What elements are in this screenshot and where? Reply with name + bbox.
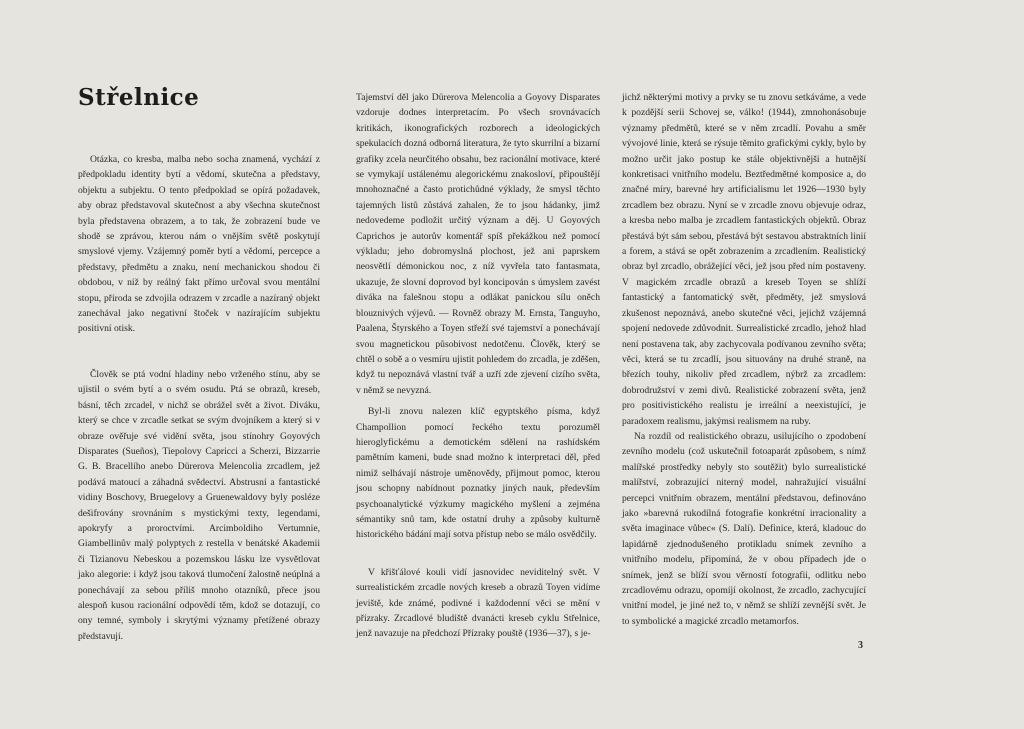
paragraph: Byl-li znovu nalezen klíč egyptského písma, když Champollion pomocí řeckého textu porozuměl hieroglyfickému a demotickém sdělení na rashídském pamětním kameni, bude snad možno k interpretaci děl, před nimiž selhávají nástroje uměnovědy, přijmout pomoc, kterou jsou schopny nabídnout poznatky jiných nauk, především psychoanalytické výzkumy magického myšlení a zejména sémantiky snů tam, kde ostatní druhy a způsoby kulturně historického bádání mají sotva přístup nebo se málo osvědčily. xyxy=(356,406,600,541)
paragraph: Na rozdíl od realistického obrazu, usilujícího o zpodobení zevního modelu (což uskutečnil fotoaparát způsobem, s nímž malířské prostředky nebyly sto soutěžit) bylo surrealistické malířství, zobrazující niterný model, nahražující visuální percepci vnitřním obrazem, mentální představou, definováno jako »barevná rukodílná fotografie konkrétní irracionality a světa imaginace vůbec« (S. Dalí). Definice, která, kladouc do lapidárně zjednodušeného protikladu snímek zevního a vnitřního modelu, připomíná, že v obou případech jde o snímek, jenž se blíží svou věrností fotografii, odlitku nebo zrcadlovému odrazu, opomíjí okolnost, že zrcadlo, zachycující vnitřní model, je jiné než to, v němž se shlíží zevnější svět. Je to symbolické a magické zrcadlo metamorfos. xyxy=(622,430,866,627)
text-column-1 xyxy=(78,152,320,644)
paragraph: Člověk se ptá vodní hladiny nebo vrženého stínu, aby se ujistil o svém bytí a o svém osudu. Ptá se obrazů, kreseb, básní, těch zrcadel, v nichž se obrážel svět a život. Diváku, který se chce v zrcadle setkat se svým dvojníkem a který si v obraze ověřuje své vidění světa, jsou stínohry Goyových Disparates (Sueños), Tiepolovy Capricci a Scherzi, Bizzarrie G. B. Bracellího anebo Dürerova Melencolia zrcadlem, jež podává matoucí a záhadná svědectví. Abstrusní a fantastické vidiny Boschovy, Bruegelovy a Gruenewaldovy byly posléze dešifrovány srovnáním s mystickými texty, legendami, apokryfy a proroctvími. Arcimboldiho Vertumnie, Giambellinův malý polyptych z restella v benátské Akademii či Tizianovu Nebeskou a pozemskou lásku lze vysvětlovat jako alegorie: i když jsou taková tlumočení žalostně neúplná a ponechávají za sebou příliš mnoho otazníků, přece jsou alespoň kusou racionální odpovědí těm, kdož se dotazují, co ony temné, symboly i skrytými významy přetížené obrazy představují. xyxy=(78,368,320,642)
page-number: 3 xyxy=(858,640,863,651)
page-title: Střelnice xyxy=(78,84,200,111)
text-column-2 xyxy=(356,90,600,642)
text-column-3 xyxy=(622,90,866,629)
paragraph: Otázka, co kresba, malba nebo socha znamená, vychází z předpokladu identity bytí a vědomí, skutečna a představy, objektu a subjektu. O tento předpoklad se opírá požadavek, aby obraz představoval skutečnost a aby všechna skutečnost byla představena obrazem, a to tak, že zobrazení bude ve shodě se zprávou, kterou nám o vnějším světě poskytují smyslové vjemy. Vzájemný poměr bytí a vědomí, percepce a představy, předmětu a znaku, není mechanickou shodou či obdobou, v níž by reálný fakt přímo určoval svou mentální stopu, příroda se zdvojila odrazem v zrcadle a nazíraný objekt zanechával jako negativní štoček v nazírajícím subjektu positivní otisk. xyxy=(78,154,320,335)
paragraph: Tajemství děl jako Dürerova Melencolia a Goyovy Disparates vzdoruje dodnes interpretacím. Po všech srovnávacích kritikách, ikonografických rozborech a ideologických spekulacích dozná odborná literatura, že tyto skurrilní a bizarní grafiky zcela neurčitého obsahu, bez racionální motivace, které se vymykají ustálenému alegorickému znakosloví, připouštějí mnohoznačné a často protichůdné výklady, že smysl těchto tajemných listů zůstává zahalen, že to jsou hádanky, jimž nedovedeme podložit určitý význam a děj. U Goyových Caprichos je autorův komentář spíš překážkou než pomocí výkladu; jeho dobromyslná plochost, jež ani paprskem neosvětlí démonickou noc, z níž vyvřela tato fantasmata, ukazuje, že slovní doprovod byl koncipován s úmyslem zavést diváka na falešnou stopu a odlákat panickou sílu oněch blouznivých výjevů. — Rovněž obrazy M. Ernsta, Tanguyho, Paalena, Štyrského a Toyen střeží své tajemství a ponechávají svou magnetickou působivost nedotčenu. Člověk, který se chtěl o sobě a o vesmíru ujistit pohledem do zrcadla, je zděšen, když tu nepoznává vlastní tvář a uzří zde zjevení cizího světa, v němž se nevyzná. xyxy=(356,92,600,396)
paragraph: jichž některými motivy a prvky se tu znovu setkáváme, a vede k pozdější serii Schovej se, válko! (1944), zmnohonásobuje významy předmětů, které se v něm zrcadlí. Povahu a směr vývojové linie, která se rýsuje těmito grafickými cykly, bylo by možno určit jako postup ke stále objektivnější a hutnější konkretisaci vnitřního modelu. Beztředmětné komposice a, do značné míry, barevné hry artificialismu let 1926—1930 byly zrcadlem bez obrazu. Nyní se v zrcadle znovu objevuje odraz, a kresba nebo malba je zrcadlem fantastických objektů. Obraz přestává být sám sebou, přestává být sestavou abstraktních linií a forem, a stává se opět zobrazením a zrcadlením. Realistický obraz byl zrcadlo, obrážející věci, jež jsou před ním postaveny. V magickém zrcadle obrazů a kreseb Toyen se shlíží fantastický a fantomatický svět, předměty, jež smyslová zkušenost nepoznává, anebo skutečné věci, jejichž vzájemná spojení nedovede zdůvodnit. Surrealistické zrcadlo, jehož hlad není postavena tak, aby zachycovala podívanou zevního světa; věci, která se tu zrcadlí, jsou situovány na druhé straně, na březích touhy, nikoliv před zrcadlem, nýbrž za zrcadlem: dobrodružství v zemi divů. Realistické zobrazení světa, jenž pro positivistického realistu je irreální a neexistující, je paradoxem realismu, jakýmsi realismem na ruby. xyxy=(622,92,866,427)
paragraph: V křišťálové kouli vidí jasnovidec neviditelný svět. V surrealistickém zrcadle nových kreseb a obrazů Toyen vidíme jeviště, kde známé, podivné i každodenní věci se mění v přízraky. Zrcadlové bludiště dvanácti kreseb cyklu Střelnice, jenž navazuje na předchozí Přízraky pouště (1936—37), s je- xyxy=(356,566,600,640)
